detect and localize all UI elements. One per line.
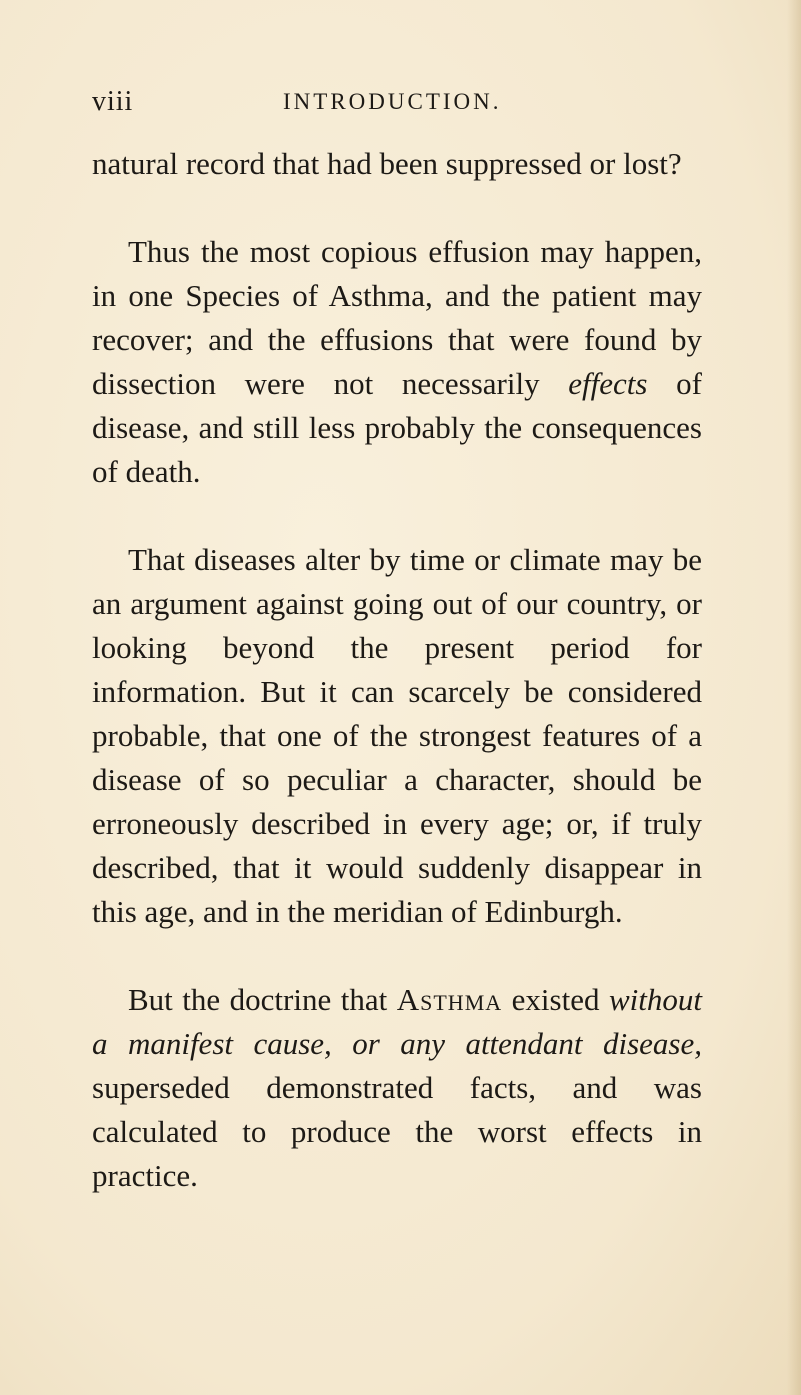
page-number: viii xyxy=(92,86,134,117)
paragraph-4-small-caps: Asthma xyxy=(396,982,503,1017)
running-head: INTRODUCTION. xyxy=(283,89,502,114)
paragraph-4-text-c: superseded demonstrated facts, and was calculated to produce the worst effects in practice. xyxy=(92,1070,702,1193)
paragraph-4-text-a: But the doctrine that xyxy=(128,982,397,1017)
paragraph-4-emphasis: without a manifest cause, or any attendant disease, xyxy=(92,982,702,1061)
page-edge-shadow xyxy=(787,0,801,1395)
paragraph-1-text: natural record that had been suppressed or lost? xyxy=(92,146,682,181)
paragraph-3-text: That diseases alter by time or climate may be an argument against going out of our country, or looking beyond the present period for information. But it can scarcely be considered probable, that one of the strongest features of a disease of so peculiar a character, should be erroneously described in every age; or, if truly described, that it would suddenly disappear in this age, and in the meridian of Edinburgh. xyxy=(92,542,702,929)
paragraph-2-emphasis: effects xyxy=(568,366,648,401)
page-header xyxy=(92,86,712,126)
body-text xyxy=(92,142,702,1242)
paragraph-2-text-b: of disease, and still less probably the consequences of death. xyxy=(92,366,702,489)
paragraph-3 xyxy=(92,538,702,934)
paragraph-2-text-a: Thus the most copious effusion may happen, in one Species of Asthma, and the patient may recover; and the effusions that were found by dissection were not necessarily xyxy=(92,234,702,401)
paragraph-2 xyxy=(92,230,702,494)
paragraph-1 xyxy=(92,142,702,186)
paragraph-4 xyxy=(92,978,702,1198)
paragraph-4-text-b: existed xyxy=(502,982,609,1017)
